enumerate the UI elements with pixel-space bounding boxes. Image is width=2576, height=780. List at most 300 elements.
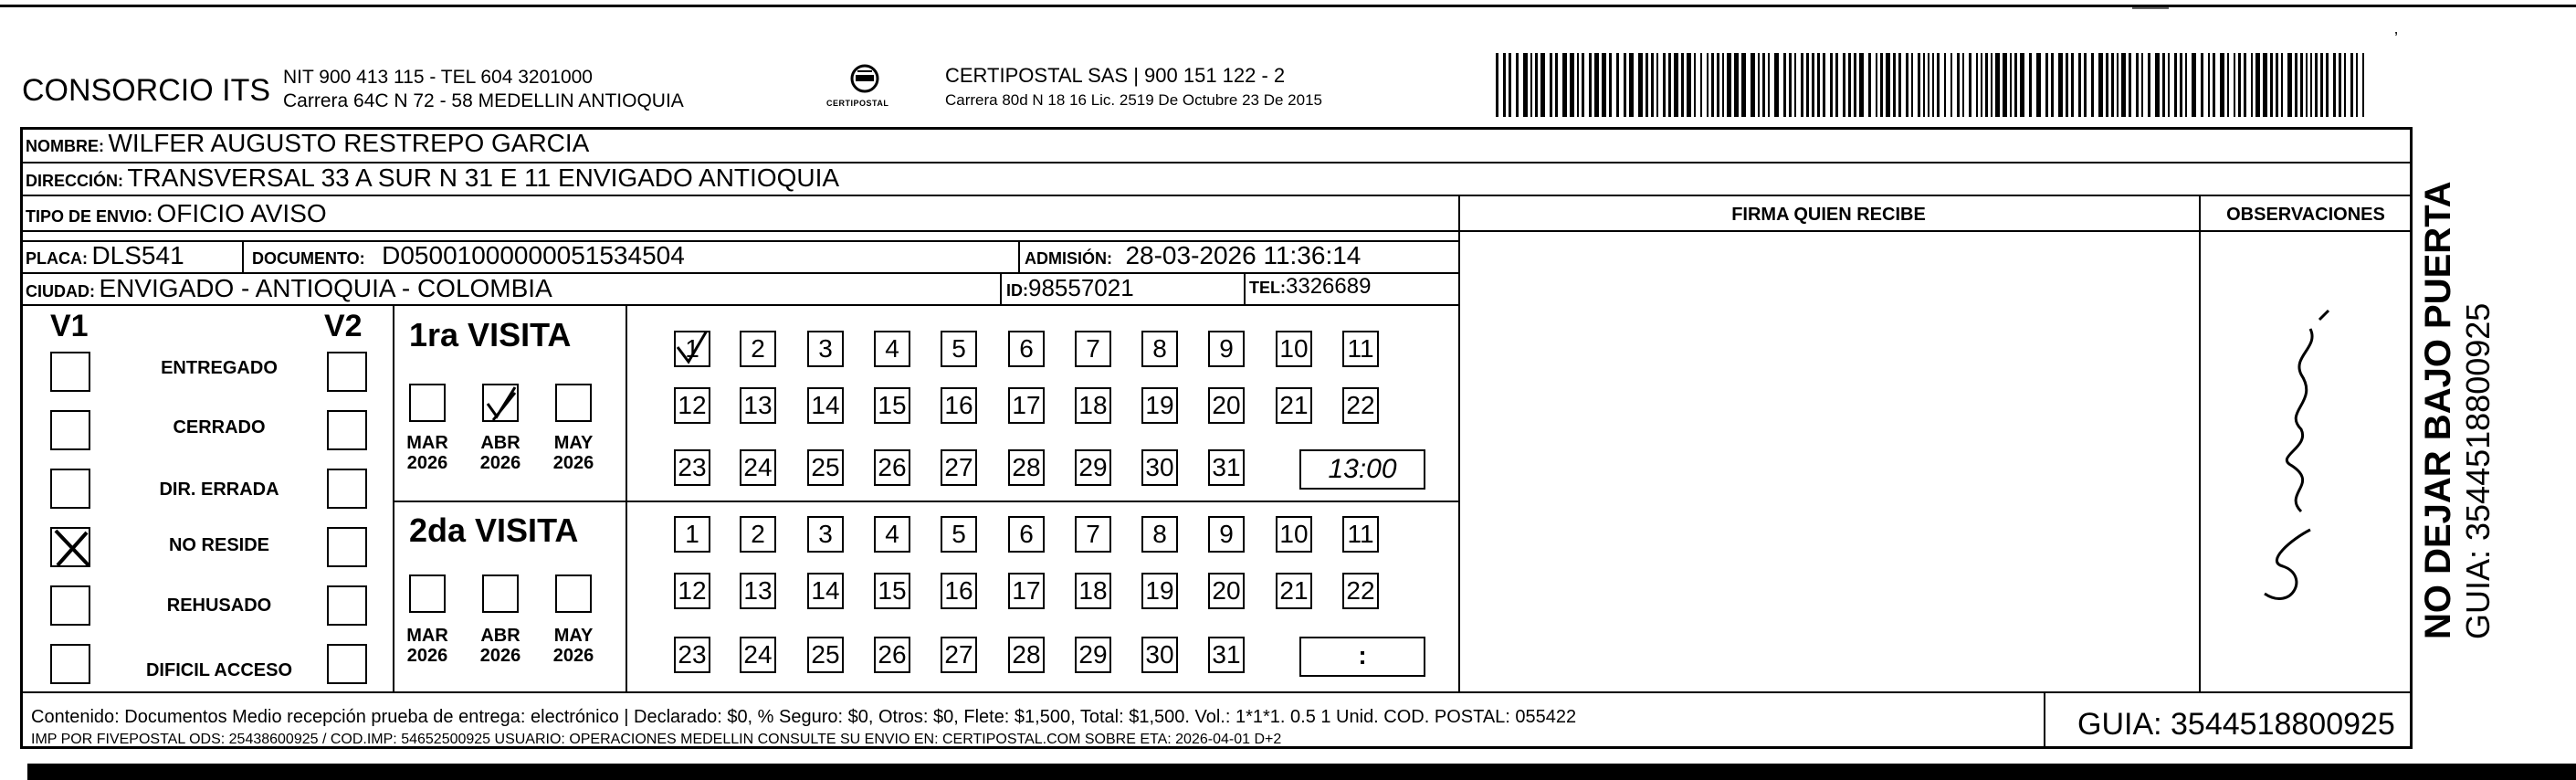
- v2-no-reside-checkbox[interactable]: [327, 527, 367, 567]
- barcode-bar: [1609, 53, 1612, 117]
- v2-rehusado-checkbox[interactable]: [327, 585, 367, 626]
- barcode-bar: [1616, 53, 1619, 117]
- barcode-bar: [2155, 53, 2160, 117]
- barcode-bar: [2020, 53, 2024, 117]
- barcode-bar: [2234, 53, 2235, 117]
- barcode-bar: [2066, 53, 2068, 117]
- barcode-bar: [1638, 53, 1643, 117]
- first-visit-day-1[interactable]: 1: [674, 331, 710, 367]
- barcode-bar: [2180, 53, 2182, 117]
- tel-value: 3326689: [1286, 274, 1372, 299]
- first-visit-day-17[interactable]: 17: [1008, 387, 1045, 424]
- barcode-bar: [1789, 53, 1792, 117]
- first-visit-day-16[interactable]: 16: [941, 387, 977, 424]
- first-visit-day-27[interactable]: 27: [941, 449, 977, 486]
- barcode-bar: [1602, 53, 1606, 117]
- barcode-bar: [2091, 53, 2094, 117]
- second-visit-day-30[interactable]: 30: [1141, 637, 1178, 673]
- barcode-bar: [2255, 53, 2260, 117]
- barcode-bar: [2339, 53, 2341, 117]
- footer-guia: GUIA: 3544518800925: [2077, 707, 2395, 742]
- side-vertical-text: [2418, 181, 2497, 639]
- nombre-label: NOMBRE:: [26, 137, 104, 155]
- ciudad-field: [26, 274, 552, 303]
- footer-content-line: Contenido: Documentos Medio recepción prueba de entrega: electrónico | Declarado: $0, % Seguro: $0, Otros: $0, Flete: $1,500, Total: $1,500. Vol.: 1*1*1. 0.5 1 Unid. COD. POSTAL: 055422: [31, 707, 1577, 727]
- barcode-bar: [1762, 53, 1765, 117]
- barcode-bar: [2078, 53, 2081, 117]
- barcode-bar: [2168, 53, 2170, 117]
- check-mark-icon: [674, 331, 710, 367]
- barcode-bar: [1969, 53, 1971, 117]
- second-visit-day-28[interactable]: 28: [1008, 637, 1045, 673]
- barcode-bar: [1589, 53, 1592, 117]
- year-label: 2026: [406, 453, 448, 473]
- barcode-bar: [1937, 53, 1940, 117]
- visit-divider: [393, 501, 1458, 502]
- barcode-bar: [1868, 53, 1871, 117]
- barcode-bar: [1911, 53, 1913, 117]
- second-visit-day-19[interactable]: 19: [1141, 573, 1178, 609]
- barcode-bar: [1848, 53, 1851, 117]
- v1-no-reside-checkbox[interactable]: [50, 527, 90, 567]
- first-visit-day-26[interactable]: 26: [874, 449, 910, 486]
- barcode-bar: [1774, 53, 1779, 117]
- barcode-bar: [2326, 53, 2329, 117]
- second-visit-day-21[interactable]: 21: [1276, 573, 1312, 609]
- barcode-bar: [1981, 53, 1982, 117]
- first-visit-day-6[interactable]: 6: [1008, 331, 1045, 367]
- barcode-bar: [1991, 53, 1992, 117]
- barcode-bar: [2295, 53, 2297, 117]
- barcode-bar: [2238, 53, 2241, 117]
- first-visit-day-13[interactable]: 13: [740, 387, 776, 424]
- tipo-label: TIPO DE ENVIO:: [26, 207, 153, 226]
- first-visit-day-9[interactable]: 9: [1208, 331, 1245, 367]
- barcode-bar: [1624, 53, 1626, 117]
- first-visit-mar-checkbox[interactable]: [409, 384, 446, 422]
- second-visit-day-17[interactable]: 17: [1008, 573, 1045, 609]
- barcode-bar: [1918, 53, 1920, 117]
- col-divider: [1458, 195, 1460, 691]
- month-label: ABR: [480, 626, 520, 646]
- handwritten-signature: [2228, 301, 2356, 630]
- v1-cerrado-checkbox[interactable]: [50, 410, 90, 450]
- barcode-bar: [1923, 53, 1925, 117]
- first-visit-day-3[interactable]: 3: [807, 331, 844, 367]
- col-divider: [626, 304, 627, 691]
- first-visit-day-4[interactable]: 4: [874, 331, 910, 367]
- barcode-bar: [1843, 53, 1845, 117]
- barcode-bar: [1995, 53, 2000, 117]
- barcode-bar: [1758, 53, 1760, 117]
- barcode-bar: [1957, 53, 1960, 117]
- second-visit-day-12[interactable]: 12: [674, 573, 710, 609]
- second-visit-day-23[interactable]: 23: [674, 637, 710, 673]
- check-mark-icon: [484, 385, 520, 424]
- company-nit: [283, 66, 684, 113]
- no-dejar-notice: NO DEJAR BAJO PUERTA: [2418, 181, 2458, 639]
- first-visit-day-29[interactable]: 29: [1075, 449, 1111, 486]
- second-visit-day-11[interactable]: 11: [1342, 516, 1379, 553]
- second-visit-day-13[interactable]: 13: [740, 573, 776, 609]
- barcode-bar: [2263, 53, 2267, 117]
- bottom-bar: [27, 764, 2576, 780]
- ciudad-value: ENVIGADO - ANTIOQUIA - COLOMBIA: [99, 274, 552, 302]
- barcode-bar: [1768, 53, 1770, 117]
- first-visit-day-2[interactable]: 2: [740, 331, 776, 367]
- barcode-bar: [2320, 53, 2323, 117]
- barcode-bar: [1734, 53, 1739, 117]
- first-visit-month-may: [546, 433, 601, 473]
- barcode-bar: [2136, 53, 2139, 117]
- v2-dificil-acceso-checkbox[interactable]: [327, 644, 367, 684]
- second-visit-day-8[interactable]: 8: [1141, 516, 1178, 553]
- first-visit-month-mar: [400, 433, 455, 473]
- year-label: 2026: [479, 646, 521, 666]
- nombre-row: [26, 129, 589, 158]
- barcode-bar: [1582, 53, 1584, 117]
- barcode-bar: [1509, 53, 1511, 117]
- tel-field: [1249, 274, 1371, 300]
- barcode-bar: [1645, 53, 1648, 117]
- barcode-bar: [2003, 53, 2007, 117]
- barcode-bar: [1707, 53, 1709, 117]
- v2-dir-errada-checkbox[interactable]: [327, 469, 367, 509]
- barcode-bar: [2185, 53, 2187, 117]
- second-visit-may-checkbox[interactable]: [555, 574, 592, 613]
- barcode-bar: [1674, 53, 1678, 117]
- direccion-value: TRANSVERSAL 33 A SUR N 31 E 11 ENVIGADO ANTIOQUIA: [127, 163, 840, 192]
- v1-entregado-checkbox[interactable]: [50, 352, 90, 392]
- barcode-bar: [1886, 53, 1890, 117]
- first-visit-day-7[interactable]: 7: [1075, 331, 1111, 367]
- barcode-bar: [1629, 53, 1634, 117]
- first-visit-day-21[interactable]: 21: [1276, 387, 1312, 424]
- barcode-bar: [1687, 53, 1691, 117]
- second-visit-day-1[interactable]: 1: [674, 516, 710, 553]
- certipostal-logo-icon: [833, 62, 897, 117]
- barcode-bar: [1535, 53, 1538, 117]
- barcode-bar: [1835, 53, 1838, 117]
- barcode-bar: [2344, 53, 2346, 117]
- barcode-bar: [2213, 53, 2215, 117]
- barcode-bar: [1906, 53, 1908, 117]
- status-entregado: ENTREGADO: [161, 358, 278, 378]
- barcode-bar: [1516, 53, 1519, 117]
- top-rule: [0, 5, 2576, 7]
- barcode-bar: [1812, 53, 1814, 117]
- barcode-bar: [2106, 53, 2108, 117]
- barcode-bar: [1823, 53, 1825, 117]
- barcode-bar: [1830, 53, 1833, 117]
- status-no-reside: NO RESIDE: [168, 535, 270, 555]
- id-field: [1006, 274, 1134, 302]
- barcode-bar: [2058, 53, 2063, 117]
- second-visit-day-15[interactable]: 15: [874, 573, 910, 609]
- first-visit-day-19[interactable]: 19: [1141, 387, 1178, 424]
- v2-entregado-checkbox[interactable]: [327, 352, 367, 392]
- first-visit-day-23[interactable]: 23: [674, 449, 710, 486]
- barcode-bar: [2227, 53, 2229, 117]
- barcode-bar: [1794, 53, 1796, 117]
- barcode-bar: [2356, 53, 2358, 117]
- row-divider: [20, 195, 2413, 196]
- barcode-bar: [2315, 53, 2318, 117]
- barcode-bar: [1893, 53, 1896, 117]
- barcode-bar: [1663, 53, 1666, 117]
- barcode-bar: [1555, 53, 1558, 117]
- barcode-bar: [1550, 53, 1552, 117]
- barcode-bar: [1880, 53, 1883, 117]
- col-divider: [242, 240, 244, 272]
- first-visit-day-15[interactable]: 15: [874, 387, 910, 424]
- barcode-bar: [1570, 53, 1574, 117]
- barcode-bar: [2270, 53, 2273, 117]
- first-visit-month-abr: [473, 433, 528, 473]
- barcode-bar: [2148, 53, 2150, 117]
- first-visit-may-checkbox[interactable]: [555, 384, 592, 422]
- top-dash: [2132, 7, 2169, 9]
- barcode-bar: [2362, 53, 2364, 117]
- status-cerrado: CERRADO: [173, 417, 266, 437]
- col-divider: [1000, 272, 1002, 304]
- first-visit-title: 1ra VISITA: [409, 316, 572, 353]
- barcode-bar: [2333, 53, 2336, 117]
- barcode-bar: [1976, 53, 1978, 117]
- month-label: MAY: [553, 626, 594, 646]
- barcode-bar: [2010, 53, 2012, 117]
- first-visit-day-12[interactable]: 12: [674, 387, 710, 424]
- barcode-bar: [1859, 53, 1864, 117]
- second-visit-month-mar: [400, 626, 455, 666]
- second-visit-day-10[interactable]: 10: [1276, 516, 1312, 553]
- second-visit-mar-checkbox[interactable]: [409, 574, 446, 613]
- barcode-bar: [1932, 53, 1934, 117]
- barcode-bar: [1681, 53, 1684, 117]
- barcode: [1496, 53, 2365, 117]
- v2-label: V2: [324, 309, 363, 343]
- barcode-bar: [2281, 53, 2283, 117]
- barcode-bar: [2300, 53, 2303, 117]
- second-visit-day-16[interactable]: 16: [941, 573, 977, 609]
- v1-label: V1: [50, 309, 89, 343]
- barcode-bar: [1928, 53, 1929, 117]
- barcode-bar: [1722, 53, 1724, 117]
- barcode-bar: [1806, 53, 1809, 117]
- second-visit-day-9[interactable]: 9: [1208, 516, 1245, 553]
- second-visit-day-22[interactable]: 22: [1342, 573, 1379, 609]
- id-label: ID:: [1006, 281, 1028, 300]
- v1-rehusado-checkbox[interactable]: [50, 585, 90, 626]
- second-visit-day-4[interactable]: 4: [874, 516, 910, 553]
- second-visit-title: 2da VISITA: [409, 511, 579, 549]
- barcode-bar: [1944, 53, 1946, 117]
- barcode-bar: [2174, 53, 2177, 117]
- logo-text: CERTIPOSTAL: [826, 99, 889, 108]
- barcode-bar: [2141, 53, 2143, 117]
- barcode-bar: [2201, 53, 2203, 117]
- barcode-bar: [1651, 53, 1654, 117]
- placa-value: DLS541: [91, 241, 184, 269]
- corner-mark: ’: [2394, 29, 2398, 47]
- row-divider: [20, 304, 1458, 306]
- first-visit-day-18[interactable]: 18: [1075, 387, 1111, 424]
- first-visit-day-5[interactable]: 5: [941, 331, 977, 367]
- id-value: 98557021: [1028, 274, 1134, 301]
- first-visit-day-31[interactable]: 31: [1208, 449, 1245, 486]
- barcode-bar: [2162, 53, 2165, 117]
- second-visit-time[interactable]: :: [1299, 637, 1425, 677]
- first-visit-abr-checkbox[interactable]: [482, 384, 519, 422]
- footer-print-line: IMP POR FIVEPOSTAL ODS: 25438600925 / COD.IMP: 54652500925 USUARIO: OPERACIONES MEDELLIN CONSULTE SU ENVIO EN: CERTIPOSTAL.COM SOBRE ETA: 2026-04-01 D+2: [31, 732, 1282, 747]
- barcode-bar: [1783, 53, 1786, 117]
- second-visit-day-2[interactable]: 2: [740, 516, 776, 553]
- barcode-bar: [1727, 53, 1731, 117]
- barcode-bar: [2306, 53, 2308, 117]
- year-label: 2026: [479, 453, 521, 473]
- month-label: MAR: [406, 433, 448, 453]
- barcode-bar: [2350, 53, 2353, 117]
- first-visit-day-14[interactable]: 14: [807, 387, 844, 424]
- first-visit-day-28[interactable]: 28: [1008, 449, 1045, 486]
- check-mark-icon: [52, 529, 92, 569]
- first-visit-day-10[interactable]: 10: [1276, 331, 1312, 367]
- certipostal-nit: CERTIPOSTAL SAS | 900 151 122 - 2: [945, 64, 1286, 87]
- tel-label: TEL:: [1249, 279, 1286, 297]
- second-visit-day-6[interactable]: 6: [1008, 516, 1045, 553]
- barcode-bar: [1741, 53, 1746, 117]
- documento-label: DOCUMENTO:: [252, 249, 365, 268]
- month-label: MAR: [406, 626, 448, 646]
- barcode-bar: [1694, 53, 1696, 117]
- documento-value: D05001000000051534504: [382, 241, 685, 269]
- second-visit-day-25[interactable]: 25: [807, 637, 844, 673]
- col-divider: [1244, 272, 1246, 304]
- side-guia: GUIA: 3544518800925: [2459, 302, 2497, 639]
- barcode-bar: [2051, 53, 2054, 117]
- year-label: 2026: [552, 453, 594, 473]
- barcode-bar: [1530, 53, 1532, 117]
- second-visit-month-abr: [473, 626, 528, 666]
- barcode-bar: [1523, 53, 1528, 117]
- firma-header: FIRMA QUIEN RECIBE: [1731, 205, 1926, 225]
- row-divider: [20, 230, 2413, 232]
- direccion-label: DIRECCIÓN:: [26, 172, 123, 190]
- first-visit-time[interactable]: 13:00: [1299, 449, 1425, 490]
- barcode-bar: [2071, 53, 2074, 117]
- status-dificil-acceso: DIFICIL ACCESO: [145, 660, 292, 680]
- barcode-bar: [2084, 53, 2087, 117]
- second-visit-day-3[interactable]: 3: [807, 516, 844, 553]
- barcode-bar: [1898, 53, 1901, 117]
- col-divider: [1018, 240, 1020, 272]
- barcode-bar: [1962, 53, 1964, 117]
- first-visit-day-30[interactable]: 30: [1141, 449, 1178, 486]
- v1-dificil-acceso-checkbox[interactable]: [50, 644, 90, 684]
- address-line: Carrera 64C N 72 - 58 MEDELLIN ANTIOQUIA: [283, 90, 684, 111]
- barcode-bar: [1801, 53, 1803, 117]
- barcode-bar: [2129, 53, 2131, 117]
- barcode-bar: [2014, 53, 2017, 117]
- second-visit-day-7[interactable]: 7: [1075, 516, 1111, 553]
- first-visit-day-8[interactable]: 8: [1141, 331, 1178, 367]
- col-divider: [393, 304, 394, 691]
- barcode-bar: [1751, 53, 1755, 117]
- placa-field: [26, 241, 184, 270]
- col-divider: [2199, 195, 2201, 691]
- second-visit-day-29[interactable]: 29: [1075, 637, 1111, 673]
- second-visit-day-31[interactable]: 31: [1208, 637, 1245, 673]
- status-dir-errada: DIR. ERRADA: [159, 480, 279, 500]
- barcode-bar: [2192, 53, 2196, 117]
- second-visit-day-14[interactable]: 14: [807, 573, 844, 609]
- barcode-bar: [1594, 53, 1599, 117]
- second-visit-day-27[interactable]: 27: [941, 637, 977, 673]
- first-visit-day-24[interactable]: 24: [740, 449, 776, 486]
- v2-cerrado-checkbox[interactable]: [327, 410, 367, 450]
- barcode-bar: [2310, 53, 2312, 117]
- second-visit-abr-checkbox[interactable]: [482, 574, 519, 613]
- barcode-bar: [1817, 53, 1820, 117]
- barcode-bar: [2121, 53, 2126, 117]
- ciudad-label: CIUDAD:: [26, 282, 95, 300]
- nombre-value: WILFER AUGUSTO RESTREPO GARCIA: [108, 129, 590, 157]
- first-visit-day-11[interactable]: 11: [1342, 331, 1379, 367]
- barcode-bar: [1562, 53, 1567, 117]
- status-rehusado: REHUSADO: [166, 596, 272, 616]
- barcode-bar: [2208, 53, 2210, 117]
- barcode-bar: [2276, 53, 2278, 117]
- barcode-bar: [2111, 53, 2114, 117]
- barcode-bar: [2251, 53, 2253, 117]
- barcode-bar: [2098, 53, 2103, 117]
- barcode-bar: [1577, 53, 1579, 117]
- barcode-bar: [1700, 53, 1702, 117]
- barcode-bar: [2036, 53, 2041, 117]
- second-visit-day-26[interactable]: 26: [874, 637, 910, 673]
- placa-label: PLACA:: [26, 249, 88, 268]
- barcode-bar: [2220, 53, 2224, 117]
- barcode-bar: [1496, 53, 1498, 117]
- barcode-bar: [1717, 53, 1719, 117]
- barcode-bar: [2117, 53, 2119, 117]
- month-label: ABR: [480, 433, 520, 453]
- barcode-bar: [1711, 53, 1714, 117]
- second-visit-day-20[interactable]: 20: [1208, 573, 1245, 609]
- barcode-bar: [2287, 53, 2292, 117]
- second-visit-day-24[interactable]: 24: [740, 637, 776, 673]
- footer-divider: [20, 691, 2413, 693]
- barcode-bar: [2045, 53, 2048, 117]
- v1-dir-errada-checkbox[interactable]: [50, 469, 90, 509]
- first-visit-day-20[interactable]: 20: [1208, 387, 1245, 424]
- observaciones-header: OBSERVACIONES: [2226, 205, 2385, 225]
- first-visit-day-25[interactable]: 25: [807, 449, 844, 486]
- documento-field: [252, 241, 685, 270]
- first-visit-day-22[interactable]: 22: [1342, 387, 1379, 424]
- barcode-bar: [1876, 53, 1877, 117]
- admision-label: ADMISIÓN:: [1025, 249, 1112, 268]
- second-visit-day-18[interactable]: 18: [1075, 573, 1111, 609]
- month-label: MAY: [553, 433, 594, 453]
- barcode-bar: [2029, 53, 2032, 117]
- col-divider: [2044, 691, 2045, 749]
- barcode-bar: [2244, 53, 2246, 117]
- second-visit-day-5[interactable]: 5: [941, 516, 977, 553]
- second-visit-month-may: [546, 626, 601, 666]
- barcode-bar: [1950, 53, 1952, 117]
- tipo-row: [26, 199, 327, 228]
